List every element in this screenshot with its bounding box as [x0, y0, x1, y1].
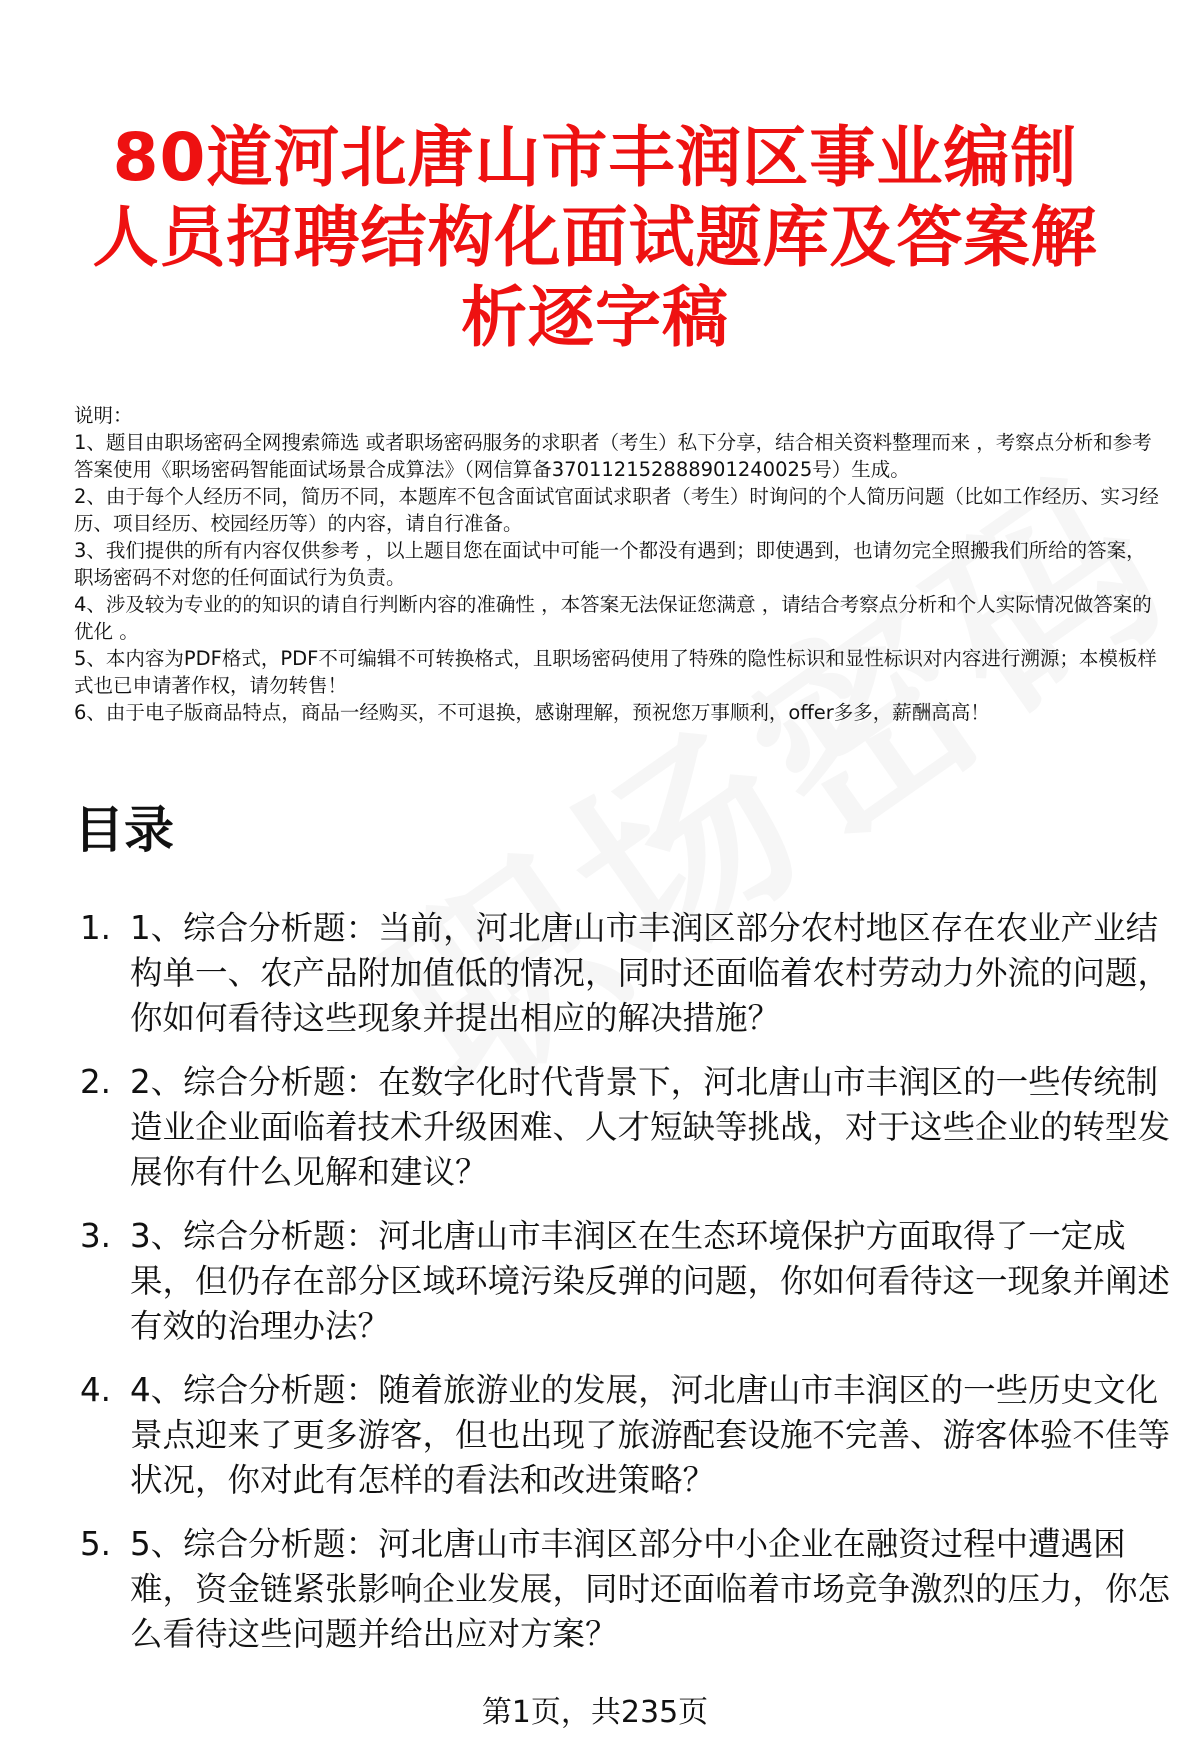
toc-item[interactable]: [70, 1522, 1170, 1657]
toc-heading: 目录: [74, 801, 174, 859]
note-item: 6、由于电子版商品特点，商品一经购买，不可退换，感谢理解，预祝您万事顺利，offer多多，薪酬高高！: [74, 701, 990, 724]
notes-section: [74, 402, 1164, 726]
toc-item-text: 4、综合分析题：随着旅游业的发展，河北唐山市丰润区的一些历史文化景点迎来了更多游客，但也出现了旅游配套设施不完善、游客体验不佳等状况，你对此有怎样的看法和改进策略？: [130, 1371, 1171, 1499]
page-footer: 第1页，共235页: [481, 1695, 709, 1730]
toc-list: [70, 906, 1170, 1676]
toc-item-number: 1.: [80, 909, 112, 947]
note-item: 1、题目由职场密码全网搜索筛选 或者职场密码服务的求职者（考生）私下分享，结合相关资料整理而来 ，考察点分析和参考答案使用《职场密码智能面试场景合成算法》（网信算备370112152888901240025号）生成。: [74, 431, 1152, 481]
note-item: 2、由于每个人经历不同，简历不同，本题库不包含面试官面试求职者（考生）时询问的个人简历问题（比如工作经历、实习经历、项目经历、校园经历等）的内容，请自行准备。: [74, 485, 1159, 535]
note-item: 5、本内容为PDF格式，PDF不可编辑不可转换格式，且职场密码使用了特殊的隐性标识和显性标识对内容进行溯源；本模板样式也已申请著作权，请勿转售！: [74, 647, 1157, 697]
toc-item-text: 2、综合分析题：在数字化时代背景下，河北唐山市丰润区的一些传统制造业企业面临着技术升级困难、人才短缺等挑战，对于这些企业的转型发展你有什么见解和建议？: [130, 1063, 1171, 1191]
toc-item-number: 4.: [80, 1371, 112, 1409]
toc-item[interactable]: [70, 1214, 1170, 1349]
toc-item-text: 3、综合分析题：河北唐山市丰润区在生态环境保护方面取得了一定成果，但仍存在部分区域环境污染反弹的问题，你如何看待这一现象并阐述有效的治理办法？: [130, 1217, 1171, 1345]
notes-heading: 说明：: [74, 404, 133, 427]
toc-item[interactable]: [70, 1368, 1170, 1503]
note-item: 4、涉及较为专业的的知识的请自行判断内容的准确性 ，本答案无法保证您满意 ，请结合考察点分析和个人实际情况做答案的优化 。: [74, 593, 1152, 643]
toc-item-number: 3.: [80, 1217, 112, 1255]
toc-item-number: 2.: [80, 1063, 112, 1101]
document-title: 80道河北唐山市丰润区事业编制人员招聘结构化面试题库及答案解析逐字稿: [92, 119, 1098, 356]
toc-item-text: 1、综合分析题：当前，河北唐山市丰润区部分农村地区存在农业产业结构单一、农产品附加值低的情况，同时还面临着农村劳动力外流的问题，你如何看待这些现象并提出相应的解决措施？: [130, 909, 1171, 1037]
toc-item-number: 5.: [80, 1525, 112, 1563]
toc-item-text: 5、综合分析题：河北唐山市丰润区部分中小企业在融资过程中遭遇困难，资金链紧张影响企业发展，同时还面临着市场竞争激烈的压力，你怎么看待这些问题并给出应对方案？: [130, 1525, 1171, 1653]
note-item: 3、我们提供的所有内容仅供参考 ，以上题目您在面试中可能一个都没有遇到；即使遇到，也请勿完全照搬我们所给的答案，职场密码不对您的任何面试行为负责。: [74, 539, 1146, 589]
toc-item[interactable]: [70, 906, 1170, 1041]
toc-item[interactable]: [70, 1060, 1170, 1195]
